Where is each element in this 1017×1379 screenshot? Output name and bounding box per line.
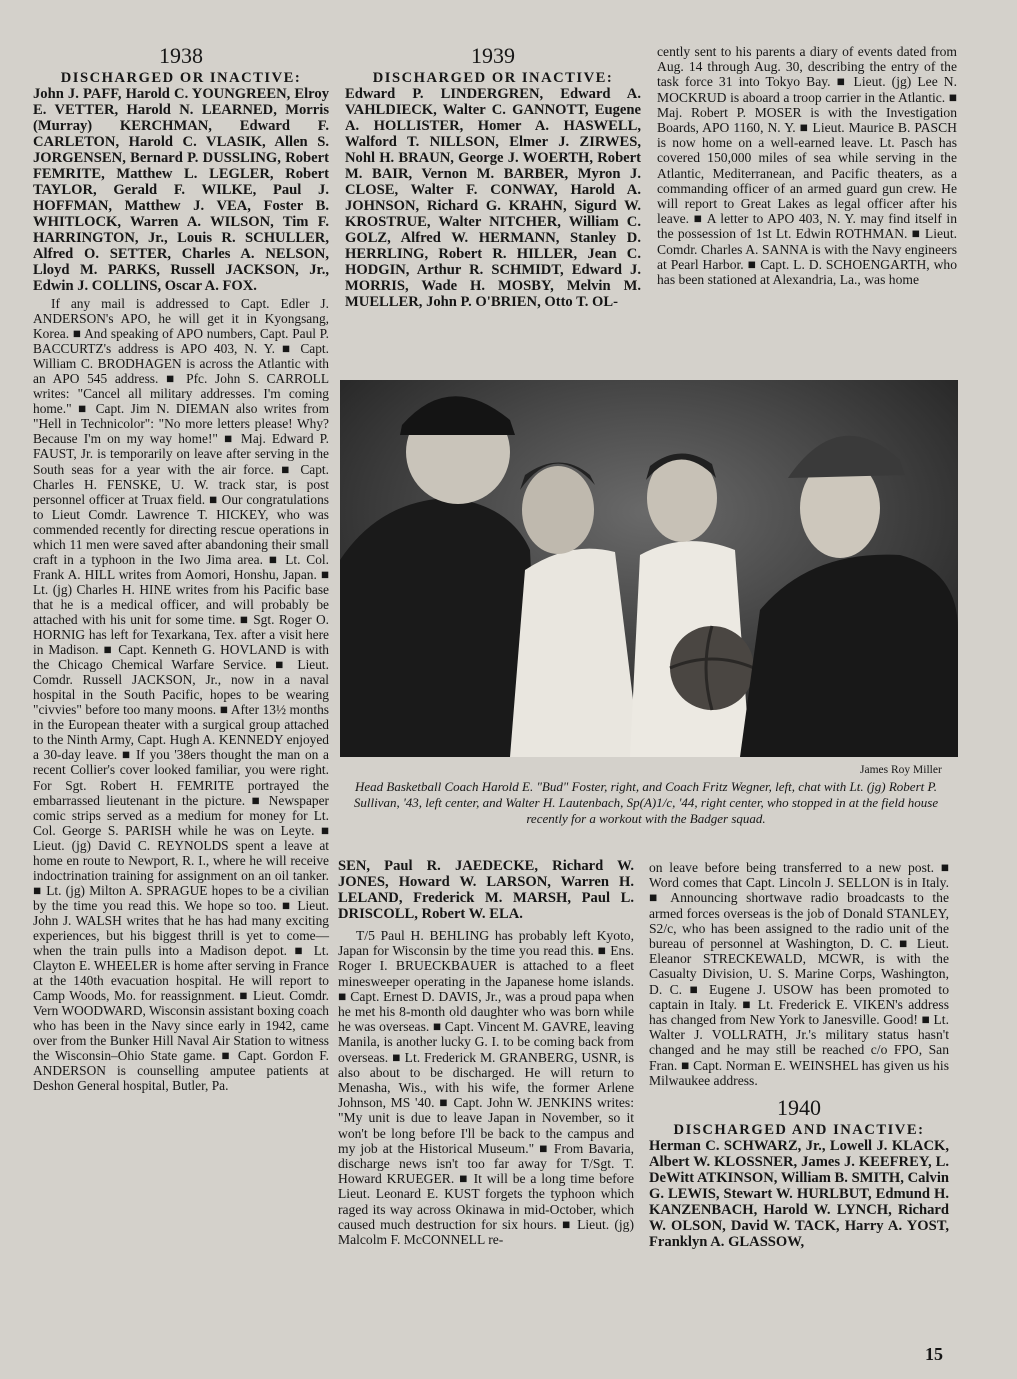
page-number: 15 bbox=[925, 1344, 943, 1364]
discharged-heading-1939: DISCHARGED OR INACTIVE: bbox=[372, 70, 614, 86]
column-1939 bbox=[345, 44, 641, 310]
discharged-names-1939-continued: SEN, Paul R. JAEDECKE, Richard W. JONES, Howard W. LARSON, Warren H. LELAND, Frederick M. MARSH, Paul L. DRISCOLL, Robert W. ELA. bbox=[338, 858, 634, 922]
photo-credit: James Roy Miller bbox=[860, 764, 942, 776]
year-heading-1940: 1940 bbox=[777, 1095, 821, 1121]
column-1940 bbox=[649, 860, 949, 1250]
discharged-heading-1940: DISCHARGED AND INACTIVE: bbox=[673, 1122, 925, 1139]
class-notes-1939-end: on leave before being transferred to a new post. ■ Word comes that Capt. Lincoln J. SELLON is in Italy. ■ Announcing shortwave radio broadcasts to the armed forces overseas is the job of Donald STANLEY, S2/c, who has been assigned to the radio unit of the bureau of personnel at Washington, D. C. ■ Lieut. Eleanor STRECKEWALD, MCWR, is with the Casualty Division, U. S. Marine Corps, Washington, D. C. ■ Eugene J. USOW has been promoted to captain in Italy. ■ Lt. Frederick E. VIKEN's address has changed from New York to Janesville. Good! ■ Lt. Walter J. VOLLRATH, Jr.'s military status hasn't changed and he may still be reached c/o FPO, San Fran. ■ Capt. Norman E. WEINSHEL has given us his Milwaukee address. bbox=[649, 860, 949, 1088]
class-notes-1939-continued: cently sent to his parents a diary of events dated from Aug. 14 through Aug. 30, describing the entry of the task force 31 into Tokyo Bay. ■ Lieut. (jg) Lee N. MOCKRUD is aboard a troop carrier in the Atlantic. ■ Maj. Robert P. MOSER is with the Investigation Boards, APO 1160, N. Y. ■ Lieut. Maurice B. PASCH is now home on a well-earned leave. Lt. Pasch has covered 150,000 miles of sea while serving in the Atlantic, Mediterranean, and Pacific theaters, as a commanding officer of an armed guard gun crew. He will report to Great Lakes as legal officer after his leave. ■ A letter to APO 403, N. Y. may find itself in the possession of 1st Lt. Edwin ROTHMAN. ■ Lieut. Comdr. Charles A. SANNA is with the Navy engineers at Pearl Harbor. ■ Capt. L. D. SCHOENGARTH, who has been stationed at Alexandria, La., was home bbox=[657, 44, 957, 288]
class-notes-1939-bottom: T/5 Paul H. BEHLING has probably left Kyoto, Japan for Wisconsin by the time you read this. ■ Ens. Roger I. BRUECKBAUER is attached to a fleet minesweeper operating in the Japanese home islands. ■ Capt. Ernest D. DAVIS, Jr., was a proud papa when he met his 8-month old daughter who was born while he was overseas. ■ Capt. Vincent M. GAVRE, leaving Manila, is another lucky G. I. to be coming back from overseas. ■ Lt. Frederick M. GRANBERG, USNR, is also about to be discharged. He will return to Menasha, Wis., with his wife, the former Arlene Johnson, MS '40. ■ Capt. John W. JENKINS writes: "My unit is due to leave Japan in November, so it won't be long before I'll be back to the campus and my job at the Historical Museum." ■ From Bavaria, discharge news isn't too far away for T/Sgt. T. Howard KRUEGER. ■ It will be a long time before Lieut. Leonard E. KUST forgets the typhoon which raged its way across Okinawa in mid-October, which caused much destruction for six hours. ■ Lieut. (jg) Malcolm F. McCONNELL re- bbox=[338, 928, 634, 1248]
discharged-heading-1938: DISCHARGED OR INACTIVE: bbox=[60, 70, 302, 86]
basketball-coaches-photo bbox=[340, 380, 958, 757]
class-notes-1938: If any mail is addressed to Capt. Edler J. ANDERSON's APO, he will get it in Kyongsang, Korea. ■ And speaking of APO numbers, Capt. Paul P. BACCURTZ's address is APO 403, N. Y. ■ Capt. William C. BRODHAGEN is across the Atlantic with an APO 545 address. ■ Pfc. John S. CARROLL writes: "Cancel all military addresses. I'm coming home." ■ Capt. Jim N. DIEMAN also writes from "Hell in Technicolor": "No more letters please! Why? Because I'm on my way home!" ■ Maj. Edward P. FAUST, Jr. is temporarily on leave after serving in the South seas for a year with the air force. ■ Capt. Charles H. FENSKE, U. W. track star, is post personnel officer at Truax field. ■ Our congratulations to Lieut Comdr. Lawrence T. HICKEY, who was commended recently for directing rescue operations in which 11 men were saved after abandoning their small craft in a typhoon in the Iwo Jima area. ■ Lt. Col. Frank A. HILL writes from Aomori, Honshu, Japan. ■ Lt. (jg) Charles H. HINE writes from his Pacific base that he is a medical officer, and will probably be attached with his unit for some time. ■ Sgt. Roger O. HORNIG has left for Texarkana, Tex. after a visit here in Madison. ■ Capt. Kenneth G. HOVLAND is with the Chicago Chemical Warfare Service. ■ Lieut. Comdr. Russell JACKSON, Jr., now in a naval hospital in the South Pacific, hopes to be wearing "civvies" before too many moons. ■ After 13½ months in the European theater with a surgical group attached to the Ninth Army, Capt. Hugh A. KENNEDY enjoyed a 30-day leave. ■ If you '38ers thought the man on a recent Collier's cover looked familiar, you were right. For Sgt. Robert H. FEMRITE portrayed the embarrassed lieutenant in the picture. ■ Newspaper comic strips served as a medium for money for Lt. Col. George S. PARISH while he was on Leyte. ■ Lieut. (jg) David C. REYNOLDS spent a leave at home en route to Newport, R. I., where he will receive indoctrination training for assignment on an oil tanker. ■ Lt. (jg) Milton A. SPRAGUE hopes to be a civilian by the time you read this. We hope so too. ■ Lieut. John J. WALSH writes that he has had many exciting experiences, but his biggest thrill is yet to come—when the train pulls into a Madison depot. ■ Lt. Clayton E. WHEELER is home after serving in France at the 140th evacuation hospital. He will report to Camp Woods, Mo. for reassignment. ■ Lieut. Comdr. Vern WOODWARD, Wisconsin assistant boxing coach who has been in the Navy since early in 1942, came over from the Bunker Hill Naval Air Station to witness the Wisconsin–Ohio State game. ■ Capt. Gordon F. ANDERSON is counselling amputee patients at Deshon General hospital, Butler, Pa. bbox=[33, 296, 329, 1094]
discharged-names-1940: Herman C. SCHWARZ, Jr., Lowell J. KLACK, Albert W. KLOSSNER, James J. KEEFREY, L. DeWitt ATKINSON, William B. SMITH, Calvin G. LEWIS, Stewart W. HURLBUT, Edmund H. KANZENBACH, Harold W. LYNCH, Richard W. OLSON, David W. TACK, Harry A. YOST, Franklyn A. GLASSOW, bbox=[649, 1138, 949, 1251]
column-1939-continued bbox=[657, 44, 957, 287]
year-heading-1939: 1939 bbox=[471, 43, 515, 68]
discharged-names-1938: John J. PAFF, Harold C. YOUNGREEN, Elroy E. VETTER, Harold N. LEARNED, Morris (Murray) KERCHMAN, Edward F. CARLETON, Harold C. VLASIK, Allen S. JORGENSEN, Bernard P. DUSSLING, Robert FEMRITE, Matthew L. LEGLER, Robert TAYLOR, Gerald F. WILKE, Paul J. HOFFMAN, Matthew J. VEA, Foster B. WHITLOCK, Warren A. WILSON, Tim F. HARRINGTON, Jr., Louis R. SCHULLER, Alfred O. SETTER, Charles A. NELSON, Lloyd M. PARKS, Russell JACKSON, Jr., Edwin J. COLLINS, Oscar A. FOX. bbox=[33, 86, 329, 294]
photo-illustration bbox=[340, 380, 958, 757]
discharged-names-1939: Edward P. LINDERGREN, Edward A. VAHLDIECK, Walter C. GANNOTT, Eugene A. HOLLISTER, Homer A. HASWELL, Walford T. NILLSON, Elmer J. ZIRWES, Nohl H. BRAUN, George J. WOERTH, Robert M. BAIR, Vernon M. BARBER, Myron J. CLOSE, Walter F. CONWAY, Harold A. JOHNSON, Richard G. KRAHN, Sigurd W. KROSTRUE, Walter NITCHER, William C. GOLZ, Alfred W. HERMANN, Stanley D. HERRLING, Robert R. HILLER, Jean C. HODGIN, Arthur R. SCHMIDT, Edward J. MORRIS, Wade H. MOSBY, Melvin M. MUELLER, John P. O'BRIEN, Otto T. OL- bbox=[345, 86, 641, 310]
column-1939-bottom bbox=[338, 858, 634, 1247]
year-heading-1938: 1938 bbox=[159, 43, 203, 68]
photo-caption: Head Basketball Coach Harold E. "Bud" Foster, right, and Coach Fritz Wegner, left, chat with Lt. (jg) Robert P. Sullivan, '43, left center, and Walter H. Lautenbach, Sp(A)1/c, '44, right center, who stopped in at the field house recently for a workout with the Badger squad. bbox=[353, 779, 939, 826]
column-1938 bbox=[33, 44, 329, 1093]
